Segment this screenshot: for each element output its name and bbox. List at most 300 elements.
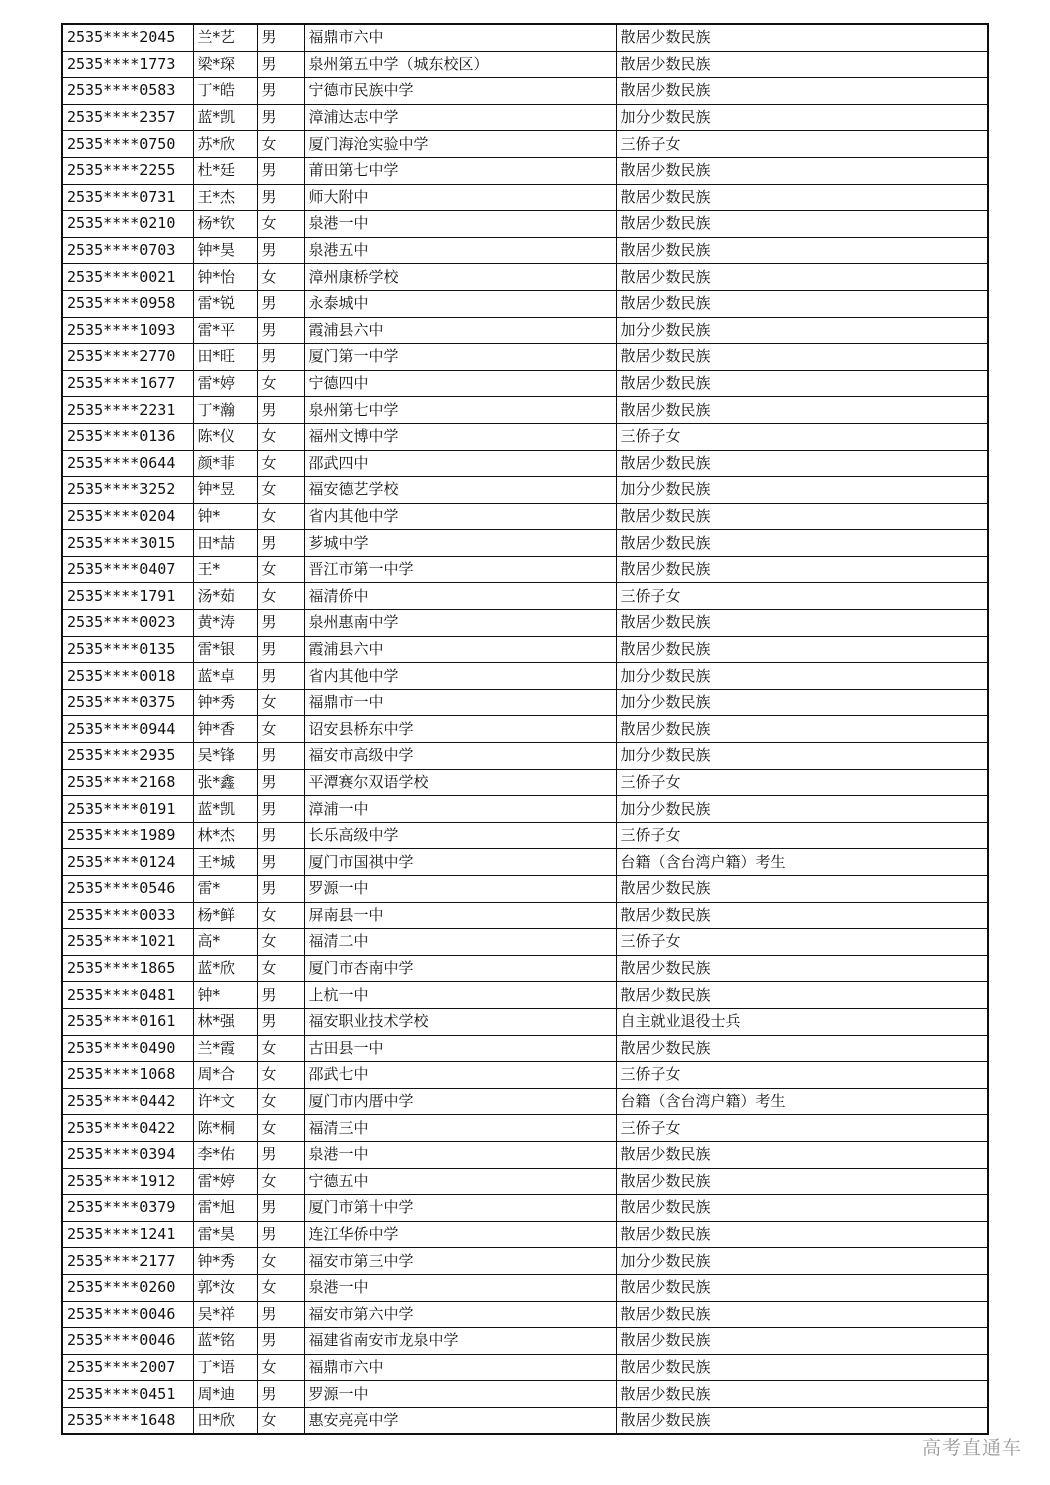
cell-school: 芗城中学 bbox=[304, 530, 616, 557]
cell-category: 散居少数民族 bbox=[616, 503, 988, 530]
cell-school: 福清侨中 bbox=[304, 583, 616, 610]
table-row bbox=[62, 876, 988, 903]
cell-gender: 女 bbox=[257, 1407, 304, 1434]
cell-school: 泉港一中 bbox=[304, 1141, 616, 1168]
cell-gender: 女 bbox=[257, 370, 304, 397]
cell-school: 福安德艺学校 bbox=[304, 477, 616, 504]
cell-category: 加分少数民族 bbox=[616, 477, 988, 504]
cell-name: 蓝*铭 bbox=[193, 1328, 257, 1355]
cell-name: 丁*瀚 bbox=[193, 397, 257, 424]
cell-school: 福清二中 bbox=[304, 929, 616, 956]
cell-name: 林*强 bbox=[193, 1008, 257, 1035]
cell-category: 三侨子女 bbox=[616, 1062, 988, 1089]
cell-name: 钟*秀 bbox=[193, 1248, 257, 1275]
cell-school: 省内其他中学 bbox=[304, 503, 616, 530]
cell-name: 杜*廷 bbox=[193, 157, 257, 184]
cell-exam-id: 2535****0124 bbox=[62, 849, 193, 876]
cell-school: 漳浦达志中学 bbox=[304, 104, 616, 131]
cell-gender: 女 bbox=[257, 477, 304, 504]
cell-gender: 女 bbox=[257, 1354, 304, 1381]
cell-exam-id: 2535****0490 bbox=[62, 1035, 193, 1062]
cell-name: 兰*艺 bbox=[193, 24, 257, 51]
table-row bbox=[62, 1274, 988, 1301]
cell-exam-id: 2535****0750 bbox=[62, 131, 193, 158]
cell-name: 颜*菲 bbox=[193, 450, 257, 477]
cell-name: 陈*仪 bbox=[193, 423, 257, 450]
cell-category: 散居少数民族 bbox=[616, 264, 988, 291]
cell-name: 林*杰 bbox=[193, 822, 257, 849]
cell-gender: 女 bbox=[257, 131, 304, 158]
cell-school: 罗源一中 bbox=[304, 1381, 616, 1408]
cell-school: 省内其他中学 bbox=[304, 663, 616, 690]
table-row bbox=[62, 583, 988, 610]
cell-gender: 女 bbox=[257, 1168, 304, 1195]
cell-name: 汤*茹 bbox=[193, 583, 257, 610]
cell-category: 散居少数民族 bbox=[616, 636, 988, 663]
watermark: 高考直通车 bbox=[921, 1437, 1022, 1459]
cell-category: 散居少数民族 bbox=[616, 716, 988, 743]
cell-name: 蓝*凯 bbox=[193, 796, 257, 823]
cell-school: 泉州惠南中学 bbox=[304, 610, 616, 637]
cell-gender: 男 bbox=[257, 344, 304, 371]
table-row bbox=[62, 1301, 988, 1328]
cell-name: 蓝*凯 bbox=[193, 104, 257, 131]
cell-gender: 女 bbox=[257, 1088, 304, 1115]
table-row bbox=[62, 184, 988, 211]
cell-gender: 女 bbox=[257, 1062, 304, 1089]
cell-gender: 男 bbox=[257, 237, 304, 264]
table-row bbox=[62, 769, 988, 796]
table-row bbox=[62, 344, 988, 371]
table-row bbox=[62, 1221, 988, 1248]
cell-school: 厦门市杏南中学 bbox=[304, 955, 616, 982]
cell-name: 雷*昊 bbox=[193, 1221, 257, 1248]
cell-school: 师大附中 bbox=[304, 184, 616, 211]
table-row bbox=[62, 610, 988, 637]
cell-school: 福州文博中学 bbox=[304, 423, 616, 450]
cell-gender: 女 bbox=[257, 1274, 304, 1301]
cell-school: 福安市第六中学 bbox=[304, 1301, 616, 1328]
cell-exam-id: 2535****0422 bbox=[62, 1115, 193, 1142]
cell-gender: 男 bbox=[257, 1328, 304, 1355]
cell-name: 钟*昱 bbox=[193, 477, 257, 504]
cell-name: 周*迪 bbox=[193, 1381, 257, 1408]
cell-school: 泉州第五中学（城东校区） bbox=[304, 51, 616, 78]
cell-category: 散居少数民族 bbox=[616, 610, 988, 637]
table-row bbox=[62, 78, 988, 105]
cell-name: 吴*祥 bbox=[193, 1301, 257, 1328]
cell-category: 散居少数民族 bbox=[616, 1328, 988, 1355]
table-row bbox=[62, 1141, 988, 1168]
cell-category: 散居少数民族 bbox=[616, 237, 988, 264]
cell-gender: 男 bbox=[257, 849, 304, 876]
cell-school: 邵武四中 bbox=[304, 450, 616, 477]
cell-name: 钟*怡 bbox=[193, 264, 257, 291]
cell-category: 散居少数民族 bbox=[616, 397, 988, 424]
cell-name: 雷*锐 bbox=[193, 290, 257, 317]
cell-name: 李*佑 bbox=[193, 1141, 257, 1168]
cell-name: 田*旺 bbox=[193, 344, 257, 371]
cell-category: 散居少数民族 bbox=[616, 1301, 988, 1328]
cell-exam-id: 2535****0944 bbox=[62, 716, 193, 743]
cell-exam-id: 2535****0018 bbox=[62, 663, 193, 690]
table-row bbox=[62, 370, 988, 397]
cell-exam-id: 2535****2007 bbox=[62, 1354, 193, 1381]
cell-exam-id: 2535****2168 bbox=[62, 769, 193, 796]
cell-exam-id: 2535****0046 bbox=[62, 1301, 193, 1328]
table-row bbox=[62, 131, 988, 158]
cell-name: 雷* bbox=[193, 876, 257, 903]
cell-name: 黄*涛 bbox=[193, 610, 257, 637]
cell-school: 厦门海沧实验中学 bbox=[304, 131, 616, 158]
cell-name: 丁*语 bbox=[193, 1354, 257, 1381]
cell-name: 雷*婷 bbox=[193, 1168, 257, 1195]
cell-exam-id: 2535****0375 bbox=[62, 689, 193, 716]
cell-category: 散居少数民族 bbox=[616, 1035, 988, 1062]
cell-gender: 女 bbox=[257, 556, 304, 583]
table-row bbox=[62, 716, 988, 743]
table-row bbox=[62, 51, 988, 78]
cell-exam-id: 2535****1648 bbox=[62, 1407, 193, 1434]
table-row bbox=[62, 1088, 988, 1115]
cell-gender: 男 bbox=[257, 530, 304, 557]
cell-school: 宁德五中 bbox=[304, 1168, 616, 1195]
cell-gender: 女 bbox=[257, 503, 304, 530]
cell-exam-id: 2535****0451 bbox=[62, 1381, 193, 1408]
table-row bbox=[62, 796, 988, 823]
table-row bbox=[62, 636, 988, 663]
cell-gender: 男 bbox=[257, 636, 304, 663]
cell-school: 平潭赛尔双语学校 bbox=[304, 769, 616, 796]
cell-school: 厦门市国祺中学 bbox=[304, 849, 616, 876]
cell-name: 钟*昊 bbox=[193, 237, 257, 264]
table-row bbox=[62, 556, 988, 583]
cell-category: 散居少数民族 bbox=[616, 24, 988, 51]
table-row bbox=[62, 1008, 988, 1035]
cell-exam-id: 2535****1773 bbox=[62, 51, 193, 78]
table-row bbox=[62, 477, 988, 504]
cell-category: 散居少数民族 bbox=[616, 1381, 988, 1408]
cell-exam-id: 2535****0546 bbox=[62, 876, 193, 903]
cell-school: 厦门第一中学 bbox=[304, 344, 616, 371]
cell-category: 散居少数民族 bbox=[616, 955, 988, 982]
cell-school: 泉港一中 bbox=[304, 211, 616, 238]
table-row bbox=[62, 929, 988, 956]
cell-exam-id: 2535****0394 bbox=[62, 1141, 193, 1168]
cell-exam-id: 2535****0021 bbox=[62, 264, 193, 291]
cell-school: 漳州康桥学校 bbox=[304, 264, 616, 291]
cell-category: 三侨子女 bbox=[616, 423, 988, 450]
cell-category: 三侨子女 bbox=[616, 583, 988, 610]
cell-category: 散居少数民族 bbox=[616, 1195, 988, 1222]
cell-name: 丁*皓 bbox=[193, 78, 257, 105]
table-row bbox=[62, 1354, 988, 1381]
cell-exam-id: 2535****1989 bbox=[62, 822, 193, 849]
cell-category: 散居少数民族 bbox=[616, 184, 988, 211]
table-row bbox=[62, 1035, 988, 1062]
cell-gender: 女 bbox=[257, 1248, 304, 1275]
cell-category: 三侨子女 bbox=[616, 131, 988, 158]
table-row bbox=[62, 663, 988, 690]
cell-category: 加分少数民族 bbox=[616, 663, 988, 690]
table-row bbox=[62, 1168, 988, 1195]
cell-exam-id: 2535****2255 bbox=[62, 157, 193, 184]
cell-name: 蓝*卓 bbox=[193, 663, 257, 690]
table-row bbox=[62, 530, 988, 557]
table-row bbox=[62, 1115, 988, 1142]
table-row bbox=[62, 317, 988, 344]
cell-school: 霞浦县六中 bbox=[304, 317, 616, 344]
cell-gender: 男 bbox=[257, 317, 304, 344]
cell-name: 钟* bbox=[193, 503, 257, 530]
cell-category: 加分少数民族 bbox=[616, 1248, 988, 1275]
cell-category: 散居少数民族 bbox=[616, 1141, 988, 1168]
table-row bbox=[62, 397, 988, 424]
cell-exam-id: 2535****0046 bbox=[62, 1328, 193, 1355]
cell-exam-id: 2535****2177 bbox=[62, 1248, 193, 1275]
cell-exam-id: 2535****1093 bbox=[62, 317, 193, 344]
cell-exam-id: 2535****0023 bbox=[62, 610, 193, 637]
cell-gender: 女 bbox=[257, 955, 304, 982]
cell-exam-id: 2535****0481 bbox=[62, 982, 193, 1009]
cell-exam-id: 2535****0033 bbox=[62, 902, 193, 929]
table-row bbox=[62, 902, 988, 929]
cell-name: 钟* bbox=[193, 982, 257, 1009]
cell-school: 惠安亮亮中学 bbox=[304, 1407, 616, 1434]
cell-gender: 男 bbox=[257, 184, 304, 211]
cell-name: 田*欣 bbox=[193, 1407, 257, 1434]
cell-name: 陈*桐 bbox=[193, 1115, 257, 1142]
cell-category: 加分少数民族 bbox=[616, 689, 988, 716]
table-row bbox=[62, 689, 988, 716]
table-row bbox=[62, 1248, 988, 1275]
cell-exam-id: 2535****0731 bbox=[62, 184, 193, 211]
cell-school: 晋江市第一中学 bbox=[304, 556, 616, 583]
cell-gender: 男 bbox=[257, 663, 304, 690]
cell-gender: 男 bbox=[257, 24, 304, 51]
cell-category: 台籍（含台湾户籍）考生 bbox=[616, 849, 988, 876]
cell-exam-id: 2535****3015 bbox=[62, 530, 193, 557]
roster-body bbox=[62, 24, 988, 1434]
cell-category: 散居少数民族 bbox=[616, 211, 988, 238]
table-row bbox=[62, 849, 988, 876]
table-row bbox=[62, 211, 988, 238]
cell-category: 散居少数民族 bbox=[616, 1274, 988, 1301]
cell-gender: 女 bbox=[257, 902, 304, 929]
cell-exam-id: 2535****1791 bbox=[62, 583, 193, 610]
table-row bbox=[62, 423, 988, 450]
cell-exam-id: 2535****1241 bbox=[62, 1221, 193, 1248]
cell-gender: 男 bbox=[257, 157, 304, 184]
cell-category: 散居少数民族 bbox=[616, 51, 988, 78]
cell-category: 散居少数民族 bbox=[616, 1221, 988, 1248]
cell-name: 王*城 bbox=[193, 849, 257, 876]
cell-exam-id: 2535****1912 bbox=[62, 1168, 193, 1195]
cell-category: 散居少数民族 bbox=[616, 290, 988, 317]
cell-school: 福鼎市六中 bbox=[304, 1354, 616, 1381]
cell-exam-id: 2535****0703 bbox=[62, 237, 193, 264]
cell-exam-id: 2535****0644 bbox=[62, 450, 193, 477]
cell-gender: 男 bbox=[257, 51, 304, 78]
cell-name: 钟*秀 bbox=[193, 689, 257, 716]
cell-category: 散居少数民族 bbox=[616, 902, 988, 929]
cell-school: 福建省南安市龙泉中学 bbox=[304, 1328, 616, 1355]
cell-school: 泉港一中 bbox=[304, 1274, 616, 1301]
cell-gender: 男 bbox=[257, 743, 304, 770]
cell-exam-id: 2535****2231 bbox=[62, 397, 193, 424]
cell-gender: 女 bbox=[257, 211, 304, 238]
cell-school: 福鼎市六中 bbox=[304, 24, 616, 51]
cell-school: 漳浦一中 bbox=[304, 796, 616, 823]
cell-gender: 男 bbox=[257, 78, 304, 105]
cell-school: 上杭一中 bbox=[304, 982, 616, 1009]
cell-exam-id: 2535****2770 bbox=[62, 344, 193, 371]
cell-school: 屏南县一中 bbox=[304, 902, 616, 929]
cell-category: 散居少数民族 bbox=[616, 530, 988, 557]
table-row bbox=[62, 1062, 988, 1089]
cell-gender: 男 bbox=[257, 397, 304, 424]
cell-name: 雷*银 bbox=[193, 636, 257, 663]
table-row bbox=[62, 237, 988, 264]
cell-exam-id: 2535****2357 bbox=[62, 104, 193, 131]
cell-name: 许*文 bbox=[193, 1088, 257, 1115]
cell-name: 吴*锋 bbox=[193, 743, 257, 770]
cell-exam-id: 2535****0379 bbox=[62, 1195, 193, 1222]
student-roster-table bbox=[61, 23, 989, 1435]
cell-name: 雷*平 bbox=[193, 317, 257, 344]
cell-school: 莆田第七中学 bbox=[304, 157, 616, 184]
cell-exam-id: 2535****1021 bbox=[62, 929, 193, 956]
cell-gender: 男 bbox=[257, 982, 304, 1009]
cell-name: 蓝*欣 bbox=[193, 955, 257, 982]
cell-school: 福安市高级中学 bbox=[304, 743, 616, 770]
cell-category: 加分少数民族 bbox=[616, 743, 988, 770]
cell-school: 连江华侨中学 bbox=[304, 1221, 616, 1248]
cell-gender: 男 bbox=[257, 1008, 304, 1035]
cell-school: 福鼎市一中 bbox=[304, 689, 616, 716]
cell-exam-id: 2535****0191 bbox=[62, 796, 193, 823]
cell-category: 散居少数民族 bbox=[616, 78, 988, 105]
table-row bbox=[62, 822, 988, 849]
table-row bbox=[62, 955, 988, 982]
cell-category: 加分少数民族 bbox=[616, 796, 988, 823]
cell-gender: 女 bbox=[257, 450, 304, 477]
table-row bbox=[62, 1195, 988, 1222]
cell-school: 泉州第七中学 bbox=[304, 397, 616, 424]
cell-school: 永泰城中 bbox=[304, 290, 616, 317]
table-row bbox=[62, 503, 988, 530]
cell-gender: 男 bbox=[257, 290, 304, 317]
cell-gender: 男 bbox=[257, 876, 304, 903]
cell-exam-id: 2535****2935 bbox=[62, 743, 193, 770]
cell-name: 兰*霞 bbox=[193, 1035, 257, 1062]
cell-exam-id: 2535****0136 bbox=[62, 423, 193, 450]
cell-school: 长乐高级中学 bbox=[304, 822, 616, 849]
cell-exam-id: 2535****0442 bbox=[62, 1088, 193, 1115]
cell-category: 散居少数民族 bbox=[616, 370, 988, 397]
cell-school: 宁德市民族中学 bbox=[304, 78, 616, 105]
cell-category: 散居少数民族 bbox=[616, 157, 988, 184]
cell-exam-id: 2535****1068 bbox=[62, 1062, 193, 1089]
cell-gender: 男 bbox=[257, 1301, 304, 1328]
cell-exam-id: 2535****0260 bbox=[62, 1274, 193, 1301]
cell-school: 古田县一中 bbox=[304, 1035, 616, 1062]
cell-category: 散居少数民族 bbox=[616, 1354, 988, 1381]
cell-school: 福安市第三中学 bbox=[304, 1248, 616, 1275]
cell-name: 梁*琛 bbox=[193, 51, 257, 78]
cell-exam-id: 2535****0161 bbox=[62, 1008, 193, 1035]
table-row bbox=[62, 157, 988, 184]
cell-name: 王* bbox=[193, 556, 257, 583]
cell-category: 三侨子女 bbox=[616, 822, 988, 849]
cell-gender: 女 bbox=[257, 264, 304, 291]
cell-school: 福清三中 bbox=[304, 1115, 616, 1142]
cell-school: 泉港五中 bbox=[304, 237, 616, 264]
cell-school: 厦门市内厝中学 bbox=[304, 1088, 616, 1115]
cell-exam-id: 2535****0407 bbox=[62, 556, 193, 583]
cell-gender: 男 bbox=[257, 769, 304, 796]
cell-exam-id: 2535****1677 bbox=[62, 370, 193, 397]
cell-school: 诏安县桥东中学 bbox=[304, 716, 616, 743]
cell-category: 散居少数民族 bbox=[616, 344, 988, 371]
cell-exam-id: 2535****0583 bbox=[62, 78, 193, 105]
cell-exam-id: 2535****0958 bbox=[62, 290, 193, 317]
cell-category: 散居少数民族 bbox=[616, 1407, 988, 1434]
cell-gender: 男 bbox=[257, 104, 304, 131]
cell-exam-id: 2535****0204 bbox=[62, 503, 193, 530]
cell-name: 王*杰 bbox=[193, 184, 257, 211]
table-row bbox=[62, 1407, 988, 1434]
cell-gender: 女 bbox=[257, 716, 304, 743]
table-row bbox=[62, 290, 988, 317]
cell-exam-id: 2535****0210 bbox=[62, 211, 193, 238]
cell-name: 杨*钦 bbox=[193, 211, 257, 238]
table-row bbox=[62, 104, 988, 131]
cell-school: 邵武七中 bbox=[304, 1062, 616, 1089]
cell-category: 三侨子女 bbox=[616, 929, 988, 956]
cell-gender: 男 bbox=[257, 822, 304, 849]
cell-gender: 男 bbox=[257, 1195, 304, 1222]
cell-category: 台籍（含台湾户籍）考生 bbox=[616, 1088, 988, 1115]
cell-category: 散居少数民族 bbox=[616, 556, 988, 583]
cell-category: 散居少数民族 bbox=[616, 450, 988, 477]
cell-exam-id: 2535****2045 bbox=[62, 24, 193, 51]
cell-gender: 男 bbox=[257, 1381, 304, 1408]
cell-name: 雷*旭 bbox=[193, 1195, 257, 1222]
table-row bbox=[62, 1381, 988, 1408]
cell-category: 散居少数民族 bbox=[616, 1168, 988, 1195]
table-row bbox=[62, 982, 988, 1009]
cell-name: 张*鑫 bbox=[193, 769, 257, 796]
table-row bbox=[62, 264, 988, 291]
cell-gender: 女 bbox=[257, 689, 304, 716]
table-row bbox=[62, 450, 988, 477]
cell-name: 杨*鲜 bbox=[193, 902, 257, 929]
cell-school: 霞浦县六中 bbox=[304, 636, 616, 663]
cell-gender: 男 bbox=[257, 1141, 304, 1168]
cell-gender: 男 bbox=[257, 610, 304, 637]
cell-name: 雷*婷 bbox=[193, 370, 257, 397]
cell-exam-id: 2535****1865 bbox=[62, 955, 193, 982]
cell-category: 加分少数民族 bbox=[616, 104, 988, 131]
cell-name: 苏*欣 bbox=[193, 131, 257, 158]
table-row bbox=[62, 24, 988, 51]
cell-name: 高* bbox=[193, 929, 257, 956]
cell-name: 郭*汝 bbox=[193, 1274, 257, 1301]
cell-exam-id: 2535****3252 bbox=[62, 477, 193, 504]
cell-name: 周*合 bbox=[193, 1062, 257, 1089]
table-row bbox=[62, 1328, 988, 1355]
